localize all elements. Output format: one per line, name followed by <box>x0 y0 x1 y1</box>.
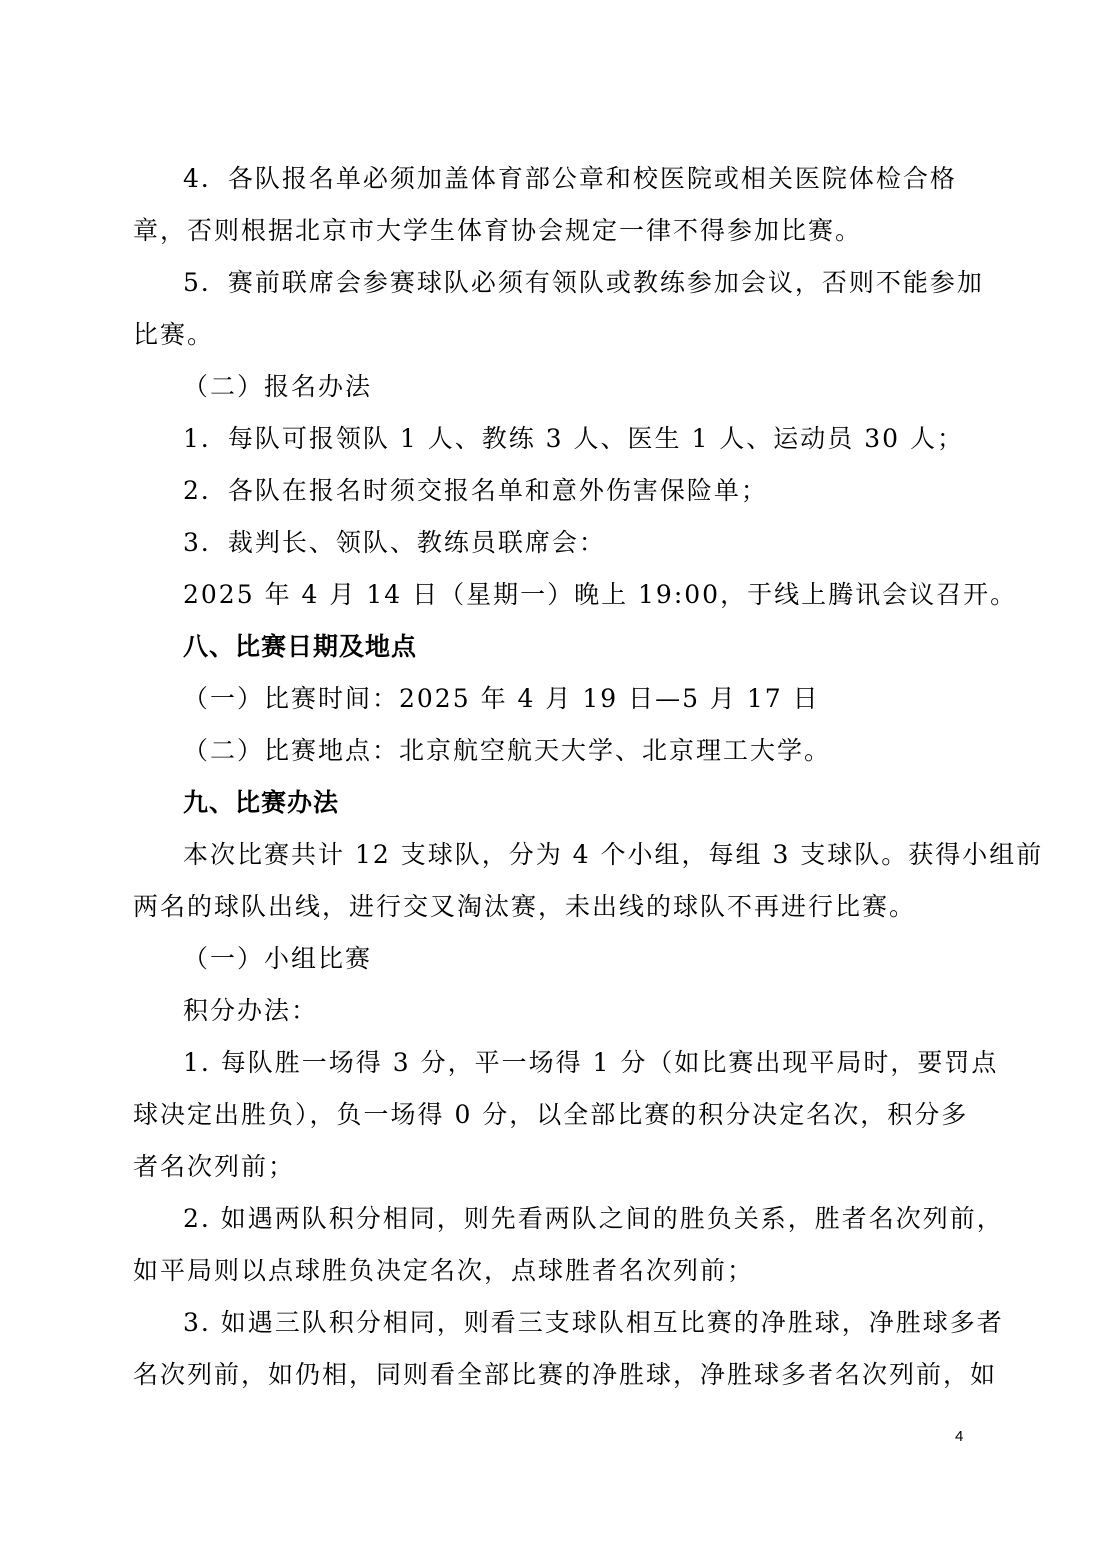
paragraph-line: 2. 如遇两队积分相同，则先看两队之间的胜负关系，胜者名次列前， <box>183 1204 1004 1233</box>
paragraph-line: （一）比赛时间：2025 年 4 月 19 日—5 月 17 日 <box>183 684 820 713</box>
paragraph-line: （二）比赛地点：北京航空航天大学、北京理工大学。 <box>183 736 832 765</box>
paragraph-line: 3．裁判长、领队、教练员联席会： <box>183 528 606 557</box>
paragraph-line: 比赛。 <box>133 320 215 349</box>
paragraph-line: 积分办法： <box>183 996 319 1025</box>
paragraph-line: 2．各队在报名时须交报名单和意外伤害保险单； <box>183 476 768 505</box>
paragraph-line: 3. 如遇三队积分相同，则看三支球队相互比赛的净胜球，净胜球多者 <box>183 1308 1004 1337</box>
paragraph-line: 2025 年 4 月 14 日（星期一）晚上 19:00，于线上腾讯会议召开。 <box>183 580 1018 609</box>
subsection-heading: （一）小组比赛 <box>183 944 373 973</box>
paragraph-line: 如平局则以点球胜负决定名次，点球胜者名次列前； <box>133 1256 755 1285</box>
paragraph-line: 5．赛前联席会参赛球队必须有领队或教练参加会议，否则不能参加 <box>183 268 984 297</box>
paragraph-line: 1. 每队胜一场得 3 分，平一场得 1 分（如比赛出现平局时，要罚点 <box>183 1048 999 1077</box>
paragraph-line: 球决定出胜负），负一场得 0 分，以全部比赛的积分决定名次，积分多 <box>133 1100 969 1129</box>
page-number: 4 <box>955 1428 964 1445</box>
subsection-heading: （二）报名办法 <box>183 372 373 401</box>
paragraph-line: 两名的球队出线，进行交叉淘汰赛，未出线的球队不再进行比赛。 <box>133 892 917 921</box>
paragraph-line: 1．每队可报领队 1 人、教练 3 人、医生 1 人、运动员 30 人； <box>183 424 965 453</box>
paragraph-line: 章，否则根据北京市大学生体育协会规定一律不得参加比赛。 <box>133 216 863 245</box>
paragraph-line: 者名次列前； <box>133 1152 296 1181</box>
section-heading: 八、比赛日期及地点 <box>183 632 418 661</box>
paragraph-line: 名次列前，如仍相，同则看全部比赛的净胜球，净胜球多者名次列前，如 <box>133 1360 998 1389</box>
section-heading: 九、比赛办法 <box>183 788 340 817</box>
paragraph-line: 本次比赛共计 12 支球队，分为 4 个小组，每组 3 支球队。获得小组前 <box>183 840 1044 869</box>
paragraph-line: 4．各队报名单必须加盖体育部公章和校医院或相关医院体检合格 <box>183 164 957 193</box>
